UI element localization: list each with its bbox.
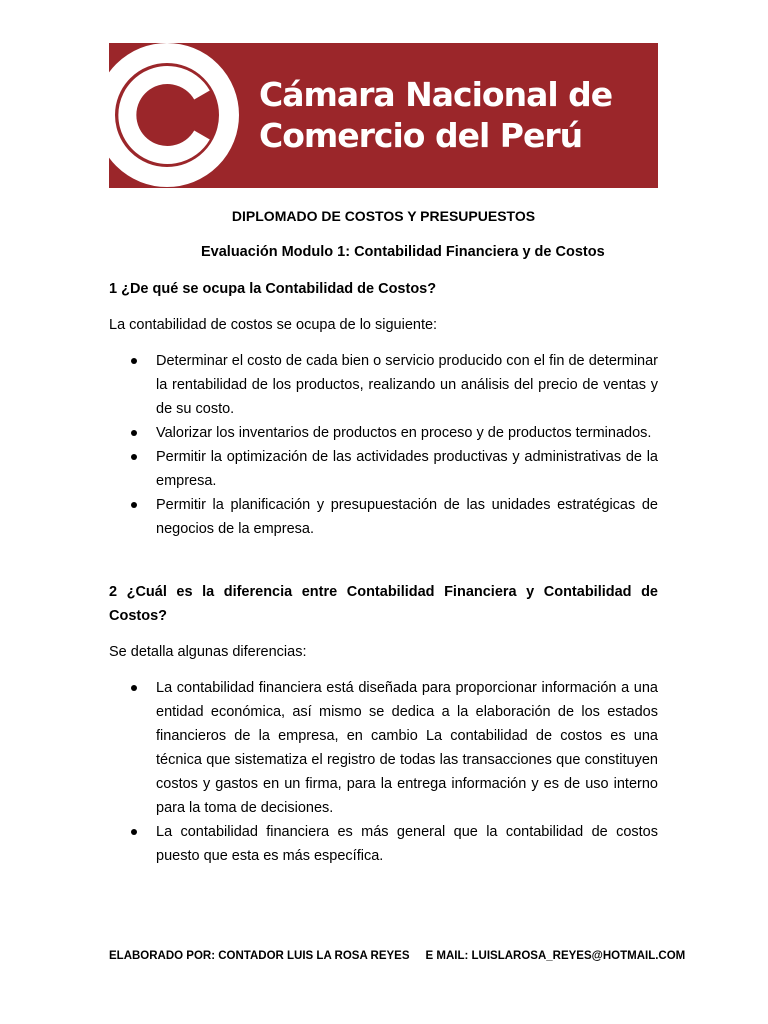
list-item: La contabilidad financiera es más general que la contabilidad de costos puesto que esta es más específica. [109,820,658,868]
bullet-icon [131,358,137,364]
banner-title-line2: Comercio del Perú [259,116,583,155]
question-2-list [109,676,658,868]
bullet-icon [131,829,137,835]
question-2-heading: 2 ¿Cuál es la diferencia entre Contabilidad Financiera y Contabilidad de Costos? [109,584,658,624]
document-subtitle: Evaluación Modulo 1: Contabilidad Financiera y de Costos [201,244,605,260]
question-2-intro: Se detalla algunas diferencias: [109,644,307,660]
list-item: Determinar el costo de cada bien o servicio producido con el fin de determinar la rentabilidad de los productos, realizando un análisis del precio de ventas y de su costo. [109,349,658,421]
list-item: Permitir la planificación y presupuestación de las unidades estratégicas de negocios de la empresa. [109,493,658,541]
banner-title [259,74,654,156]
bullet-icon [131,430,137,436]
bullet-icon [131,454,137,460]
list-item: Permitir la optimización de las actividades productivas y administrativas de la empresa. [109,445,658,493]
bullet-icon [131,685,137,691]
document-title: DIPLOMADO DE COSTOS Y PRESUPUESTOS [231,208,536,224]
bullet-icon [131,502,137,508]
list-item: La contabilidad financiera está diseñada para proporcionar información a una entidad económica, así mismo se dedica a la elaboración de los estados financieros de la empresa, en cambio La contabilidad de costos es una técnica que sistematiza el registro de todas las transacciones que constituyen costos y gastos en un firma, para la entrega información y es de uso interno para la toma de decisiones. [109,676,658,820]
question-1-heading: 1 ¿De qué se ocupa la Contabilidad de Costos? [109,281,437,297]
banner-title-line1: Cámara Nacional de [259,75,613,114]
footer-email: E MAIL: LUISLAROSA_REYES@HOTMAIL.COM [425,950,686,962]
footer-author: ELABORADO POR: CONTADOR LUIS LA ROSA REYES [109,950,410,962]
chamber-c-logo-icon [109,43,252,188]
question-1-intro: La contabilidad de costos se ocupa de lo siguiente: [109,317,438,333]
chamber-banner [109,43,658,188]
list-item: Valorizar los inventarios de productos en proceso y de productos terminados. [109,421,658,445]
question-1-list [109,349,658,541]
footer [109,947,709,965]
